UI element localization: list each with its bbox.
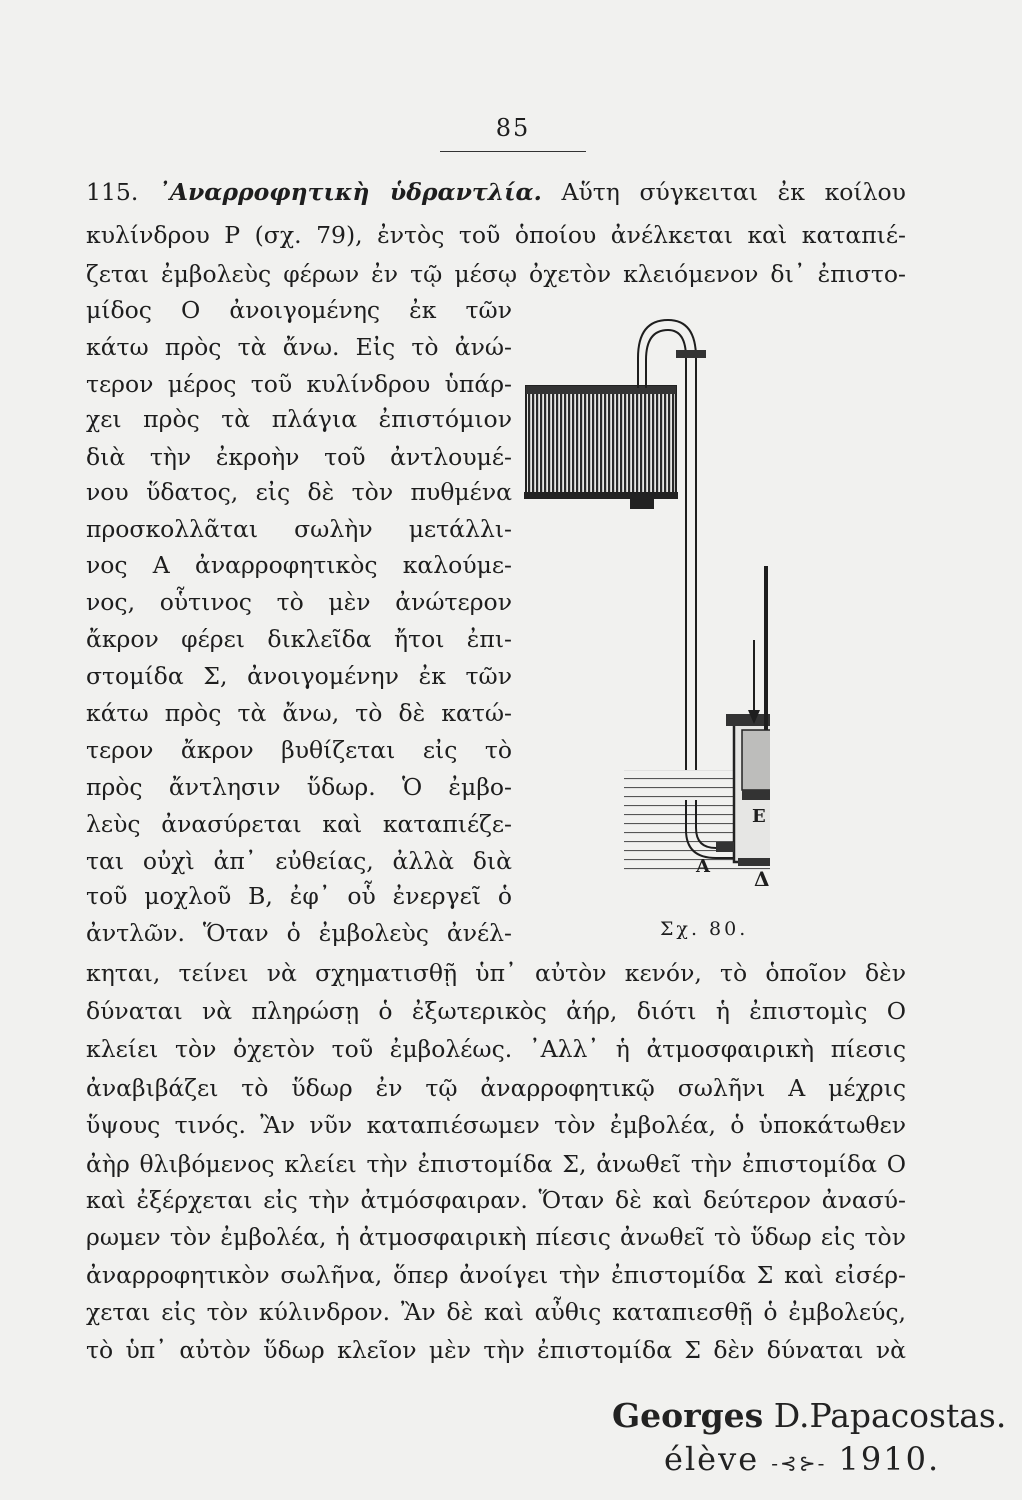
text-fragment: Αὕτη σύγκειται ἐκ κοίλου: [561, 178, 906, 206]
text-line: [86, 175, 906, 209]
section-number: 115.: [86, 178, 139, 206]
text-line: τερον μέρος τοῦ κυλίνδρου ὑπάρ-: [86, 370, 512, 398]
stamp-ornament: -⊰⊱-: [771, 1451, 827, 1475]
text-line: λεὺς ἀνασύρεται καὶ καταπιέζε-: [86, 810, 512, 838]
text-line: κάτω πρὸς τὰ ἄνω. Εἰς τὸ ἀνώ-: [86, 333, 512, 361]
text-line: τοῦ μοχλοῦ Β, ἐφ᾿ οὗ ἐνεργεῖ ὁ: [86, 882, 512, 910]
text-line: κηται, τείνει νὰ σχηματισθῇ ὑπ᾿ αὐτὸν κενόν, τὸ ὁποῖον δὲν: [86, 959, 906, 987]
text-line: ἀντλῶν. Ὅταν ὁ ἐμβολεὺς ἀνέλ-: [86, 919, 512, 947]
text-line: νου ὕδατος, εἰς δὲ τὸν πυθμένα: [86, 478, 512, 506]
pump-illustration: [520, 310, 770, 910]
text-line: νος, οὗτινος τὸ μὲν ἀνώτερον: [86, 588, 512, 616]
text-line: ἀὴρ θλιβόμενος κλείει τὴν ἐπιστομίδα Σ, ἀνωθεῖ τὴν ἐπιστομίδα Ο: [86, 1150, 906, 1178]
text-line: ζεται ἐμβολεὺς φέρων ἐν τῷ μέσῳ ὀχετὸν κλειόμενον δι᾿ ἐπιστο-: [86, 260, 906, 288]
label-delta: Δ: [754, 867, 770, 891]
section-title: ᾿Αναρροφητικὴ ὑδραντλία.: [157, 178, 542, 206]
figure-caption: Σχ. 80.: [660, 918, 749, 940]
text-line: ὕψους τινός. Ἂν νῦν καταπιέσωμεν τὸν ἐμβολέα, ὁ ὑποκάτωθεν: [86, 1111, 906, 1139]
text-line: μίδος Ο ἀνοιγομένης ἐκ τῶν: [86, 296, 512, 324]
label-e: Ε: [752, 806, 766, 827]
text-line: τερον ἄκρον βυθίζεται εἰς τὸ: [86, 736, 512, 764]
text-line: ἄκρον φέρει δικλεῖδα ἤτοι ἐπι-: [86, 625, 512, 653]
text-line: στομίδα Σ, ἀνοιγομένην ἐκ τῶν: [86, 662, 512, 690]
text-line: τὸ ὑπ᾿ αὐτὸν ὕδωρ κλεῖον μὲν τὴν ἐπιστομίδα Σ δὲν δύναται νὰ: [86, 1336, 906, 1364]
header-rule: [440, 151, 586, 152]
text-line: χει πρὸς τὰ πλάγια ἐπιστόμιον: [86, 405, 512, 433]
owner-stamp-line1: [612, 1396, 1012, 1435]
text-line: καὶ ἐξέρχεται εἰς τὴν ἀτμόσφαιραν. Ὅταν δὲ καὶ δεύτερον ἀνασύ-: [86, 1186, 906, 1214]
page-number: 85: [495, 114, 531, 142]
text-line: διὰ τὴν ἐκροὴν τοῦ ἀντλουμέ-: [86, 443, 512, 471]
pump-figure: [520, 310, 770, 910]
stamp-eleve: élève: [664, 1440, 760, 1478]
stamp-surname: D.Papacostas.: [763, 1396, 1007, 1435]
stamp-year: 1910.: [838, 1440, 941, 1478]
text-line: χεται εἰς τὸν κύλινδρον. Ἂν δὲ καὶ αὖθις καταπιεσθῇ ὁ ἐμβολεύς,: [86, 1298, 906, 1326]
text-line: ἀναβιβάζει τὸ ὕδωρ ἐν τῷ ἀναρροφητικῷ σωλῆνι Α μέχρις: [86, 1074, 906, 1102]
stamp-first-name: Georges: [612, 1396, 764, 1435]
text-line: ρωμεν τὸν ἐμβολέα, ἡ ἀτμοσφαιρικὴ πίεσις ἀνωθεῖ τὸ ὕδωρ εἰς τὸν: [86, 1223, 906, 1251]
text-line: νος Α ἀναρροφητικὸς καλούμε-: [86, 551, 512, 579]
text-line: δύναται νὰ πληρώσῃ ὁ ἐξωτερικὸς ἀήρ, διότι ἡ ἐπιστομὶς Ο: [86, 997, 906, 1025]
label-a: Α: [696, 856, 710, 877]
owner-stamp-line2: [664, 1440, 1022, 1478]
water-tank: [524, 386, 678, 509]
text-line: ἀναρροφητικὸν σωλῆνα, ὅπερ ἀνοίγει τὴν ἐπιστομίδα Σ καὶ εἰσέρ-: [86, 1261, 906, 1289]
text-line: κλείει τὸν ὀχετὸν τοῦ ἐμβολέως. ᾿Αλλ᾿ ἡ ἀτμοσφαιρικὴ πίεσις: [86, 1035, 906, 1063]
text-line: κάτω πρὸς τὰ ἄνω, τὸ δὲ κατώ-: [86, 699, 512, 727]
text-line: ται οὐχὶ ἀπ᾿ εὐθείας, ἀλλὰ διὰ: [86, 847, 512, 875]
text-line: προσκολλᾶται σωλὴν μετάλλι-: [86, 515, 512, 543]
text-line: πρὸς ἄντλησιν ὕδωρ. Ὁ ἐμβο-: [86, 773, 512, 801]
text-line: κυλίνδρου Ρ (σχ. 79), ἐντὸς τοῦ ὁποίου ἀνέλκεται καὶ καταπιέ-: [86, 221, 906, 249]
